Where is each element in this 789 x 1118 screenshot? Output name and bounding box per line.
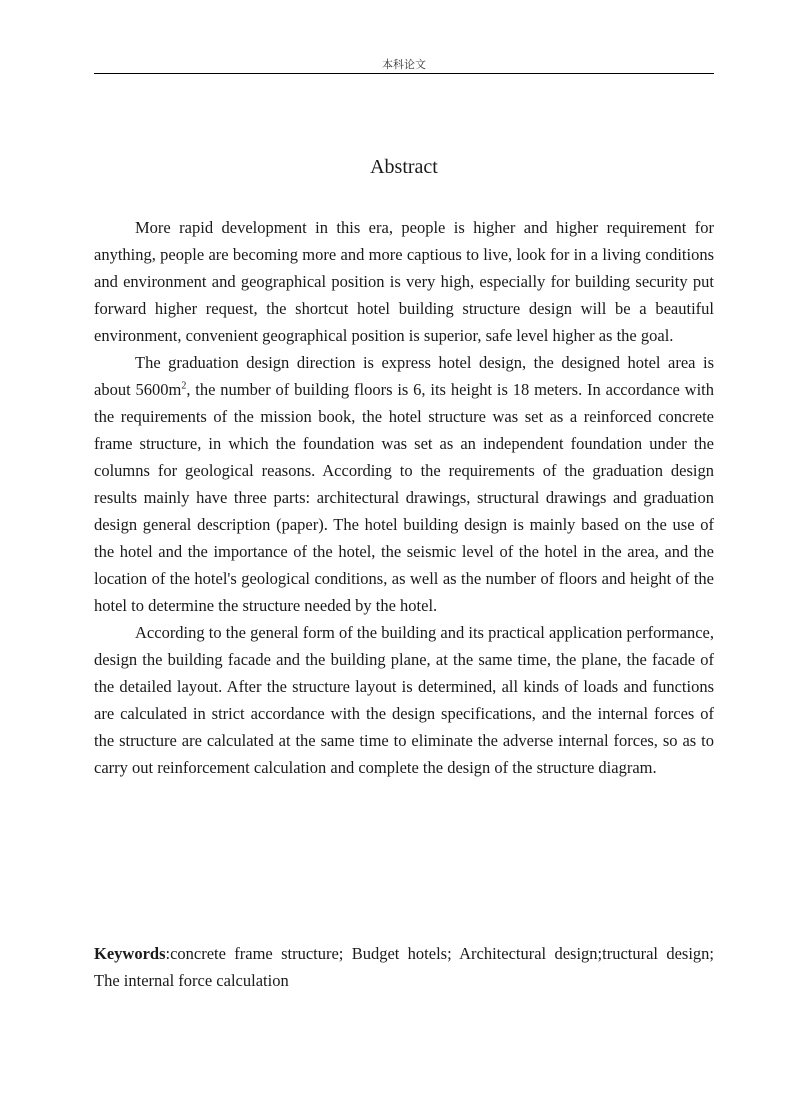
keywords-text: :concrete frame structure; Budget hotels; Architectural design;tructural design; The internal force calculation	[94, 944, 714, 990]
keywords-block	[94, 940, 714, 994]
paragraph-2-text-b: , the number of building floors is 6, its height is 18 meters. In accordance with the requirements of the mission book, the hotel structure was set as a reinforced concrete frame structure, in which the foundation was set as an independent foundation under the columns for geological reasons. According to the requirements of the graduation design results mainly have three parts: architectural drawings, structural drawings and graduation design general description (paper). The hotel building design is mainly based on the use of the hotel and the importance of the hotel, the seismic level of the hotel in the area, and the location of the hotel's geological conditions, as well as the number of floors and height of the hotel to determine the structure needed by the hotel.	[94, 380, 715, 615]
abstract-body	[94, 214, 714, 781]
running-head-title: 本科论文	[382, 58, 426, 71]
area-unit-superscript: 2	[181, 380, 187, 392]
abstract-paragraph-3: According to the general form of the building and its practical application performance, design the building facade and the building plane, at the same time, the plane, the facade of the detailed layout. After the structure layout is determined, all kinds of loads and functions are calculated in strict accordance with the design specifications, and the internal forces of the structure are calculated at the same time to eliminate the adverse internal forces, so as to carry out reinforcement calculation and complete the design of the structure diagram.	[94, 623, 714, 777]
keywords-label: Keywords	[94, 944, 166, 963]
abstract-paragraph-2	[94, 349, 714, 619]
paragraph-2-text-a: The graduation design direction is express hotel design, the designed hotel area is about 5600m	[94, 353, 714, 399]
header-rule	[94, 73, 714, 74]
abstract-paragraph-1: More rapid development in this era, people is higher and higher requirement for anything, people are becoming more and more captious to live, look for in a living conditions and environment and geographical position is very high, especially for building security put forward higher request, the shortcut hotel building structure design will be a beautiful environment, convenient geographical position is superior, safe level higher as the goal.	[94, 218, 714, 345]
abstract-title: Abstract	[370, 156, 438, 178]
